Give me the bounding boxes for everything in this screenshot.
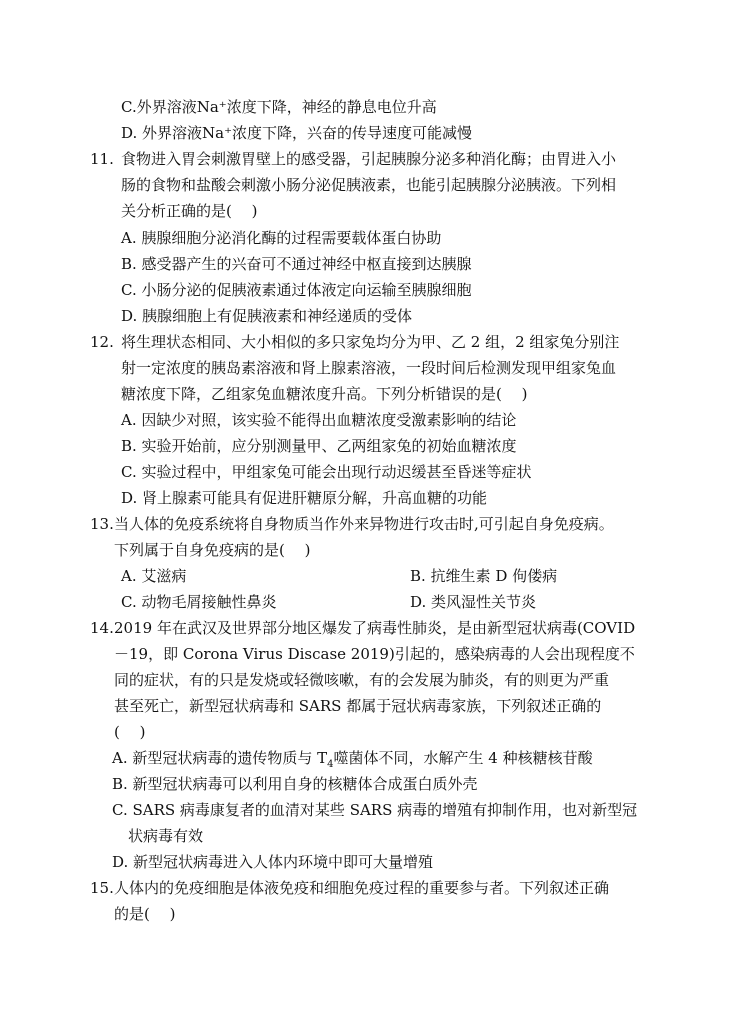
q14-stem-line-4: 甚至死亡，新型冠状病毒和 SARS 都属于冠状病毒家族，下列叙述正确的 <box>114 697 602 715</box>
q13-option-a: A. 艾滋病 <box>121 567 187 585</box>
q15-number: 15. <box>90 879 114 897</box>
q14-option-b: B. 新型冠状病毒可以利用自身的核糖体合成蛋白质外壳 <box>112 775 478 793</box>
q14-option-d: D. 新型冠状病毒进入人体内环境中即可大量增殖 <box>112 853 434 871</box>
q12-stem-line-3: 糖浓度下降，乙组家兔血糖浓度升高。下列分析错误的是( ) <box>121 385 528 403</box>
q14-option-c-line-1: C. SARS 病毒康复者的血清对某些 SARS 病毒的增殖有抑制作用，也对新型冠 <box>112 801 638 819</box>
q15-stem-line-2: 的是( ) <box>114 905 176 923</box>
q14-stem-line-2: －19，即 Corona Virus Discase 2019)引起的，感染病毒的人会出现程度不 <box>114 645 635 663</box>
q12-number: 12. <box>90 333 114 351</box>
q14-option-a-post: 噬菌体不同，水解产生 4 种核糖核苷酸 <box>333 749 593 767</box>
q13-option-b: B. 抗维生素 D 佝偻病 <box>410 567 558 585</box>
q14-stem-line-3: 同的症状，有的只是发烧或轻微咳嗽，有的会发展为肺炎，有的则更为严重 <box>114 671 610 689</box>
q12-option-d: D. 肾上腺素可能具有促进肝糖原分解，升高血糖的功能 <box>121 489 488 507</box>
q14-option-a-pre: A. 新型冠状病毒的遗传物质与 T <box>112 749 328 767</box>
q13-number: 13. <box>90 515 114 533</box>
q11-option-b: B. 感受器产生的兴奋可不通过神经中枢直接到达胰腺 <box>121 255 472 273</box>
q13-stem-line-1: 当人体的免疫系统将自身物质当作外来异物进行攻击时,可引起自身免疫病。 <box>114 515 614 533</box>
q14-option-a <box>112 748 593 768</box>
q11-stem-line-3: 关分析正确的是( ) <box>121 202 258 220</box>
q12-stem-line-1: 将生理状态相同、大小相似的多只家兔均分为甲、乙 2 组，2 组家兔分别注 <box>121 333 620 351</box>
q14-option-a-sub: 4 <box>327 759 334 770</box>
q14-number: 14. <box>90 619 114 637</box>
q12-stem-line-2: 射一定浓度的胰岛素溶液和肾上腺素溶液，一段时间后检测发现甲组家兔血 <box>121 359 617 377</box>
q15-stem-line-1: 人体内的免疫细胞是体液免疫和细胞免疫过程的重要参与者。下列叙述正确 <box>114 879 610 897</box>
q14-option-c-line-2: 状病毒有效 <box>128 827 204 845</box>
q13-stem-line-2: 下列属于自身免疫病的是( ) <box>114 541 311 559</box>
q14-stem-line-5: ( ) <box>114 723 146 741</box>
q13-option-d: D. 类风湿性关节炎 <box>410 593 537 611</box>
q13-option-c: C. 动物毛屑接触性鼻炎 <box>121 593 277 611</box>
q11-stem-line-1: 食物进入胃会刺激胃壁上的感受器，引起胰腺分泌多种消化酶；由胃进入小 <box>121 150 617 168</box>
q11-number: 11. <box>90 150 114 168</box>
q12-option-a: A. 因缺少对照，该实验不能得出血糖浓度受激素影响的结论 <box>121 411 517 429</box>
q10-option-d: D. 外界溶液Na⁺浓度下降，兴奋的传导速度可能减慢 <box>121 124 473 142</box>
q11-option-a: A. 胰腺细胞分泌消化酶的过程需要载体蛋白协助 <box>121 229 442 247</box>
q11-stem-line-2: 肠的食物和盐酸会刺激小肠分泌促胰液素，也能引起胰腺分泌胰液。下列相 <box>121 176 617 194</box>
q11-option-d: D. 胰腺细胞上有促胰液素和神经递质的受体 <box>121 307 413 325</box>
q14-stem-line-1: 2019 年在武汉及世界部分地区爆发了病毒性肺炎，是由新型冠状病毒(COVID <box>114 619 636 637</box>
q11-option-c: C. 小肠分泌的促胰液素通过体液定向运输至胰腺细胞 <box>121 281 472 299</box>
q12-option-b: B. 实验开始前，应分别测量甲、乙两组家兔的初始血糖浓度 <box>121 437 517 455</box>
q10-option-c: C.外界溶液Na⁺浓度下降，神经的静息电位升高 <box>121 98 437 116</box>
q12-option-c: C. 实验过程中，甲组家兔可能会出现行动迟缓甚至昏迷等症状 <box>121 463 532 481</box>
